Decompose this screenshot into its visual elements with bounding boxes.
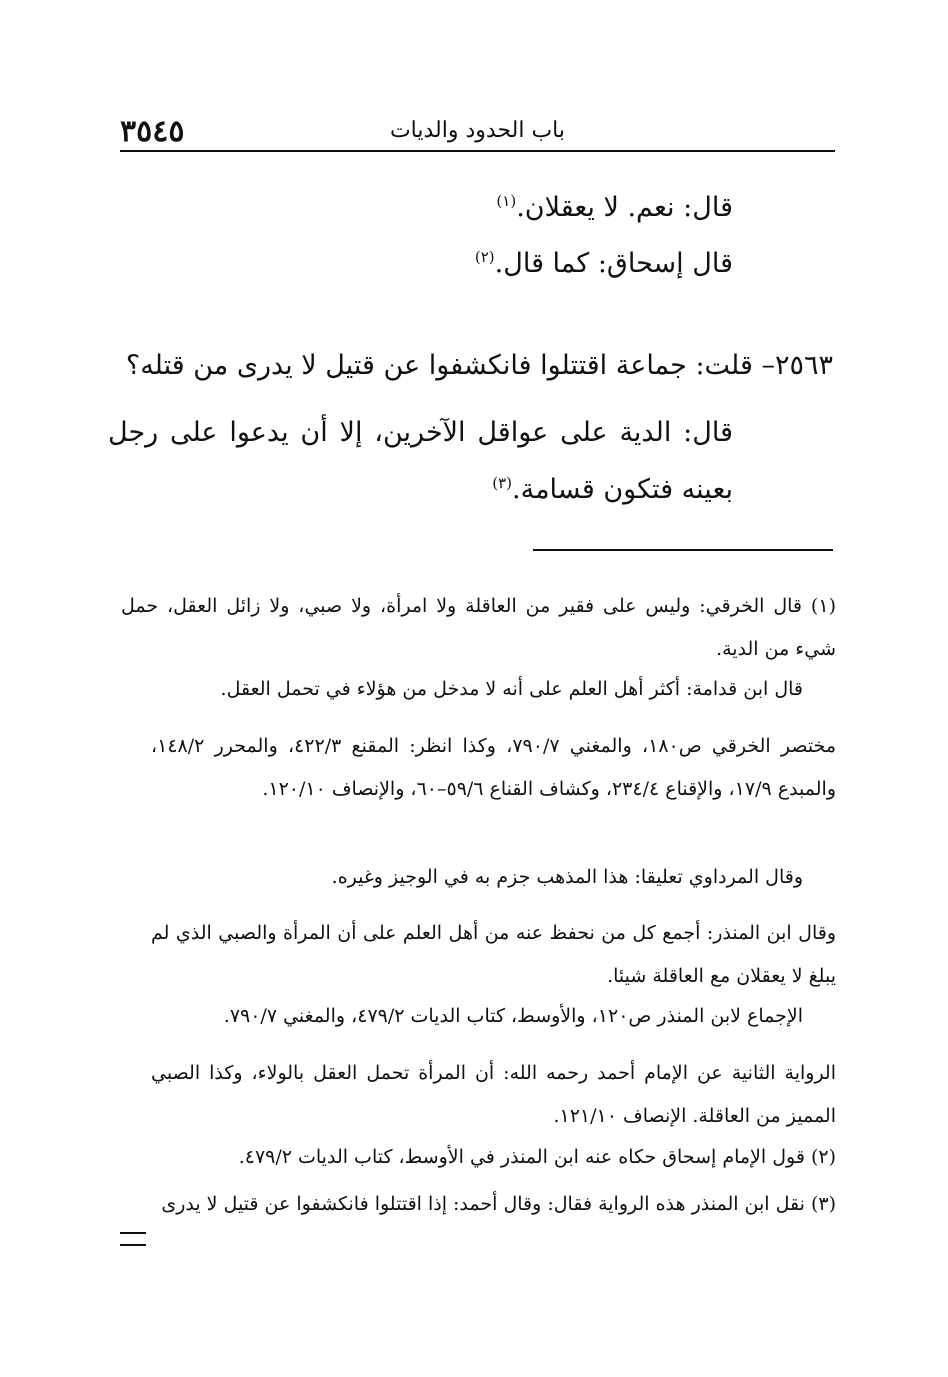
footnote-1-para-6: الإجماع لابن المنذر ص١٢٠، والأوسط، كتاب الديات ٤٧٩/٢، والمغني ٧٩٠/٧. — [223, 1005, 803, 1027]
footnote-2: (٢) قول الإمام إسحاق حكاه عنه ابن المنذر في الأوسط، كتاب الديات ٤٧٩/٢. — [238, 1146, 836, 1168]
text-line-2 — [475, 248, 733, 280]
footnote-3: (٣) نقل ابن المنذر هذه الرواية فقال: وقال أحمد: إذا اقتتلوا فانكشفوا عن قتيل لا يدرى — [161, 1193, 836, 1215]
answer-text: قال: الدية على عواقل الآخرين، إلا أن يدعوا على رجل بعينه فتكون قسامة. — [108, 417, 733, 505]
answer-paragraph — [108, 405, 733, 518]
line-2-text: قال إسحاق: كما قال. — [494, 248, 733, 279]
text-line-1 — [496, 192, 733, 224]
footnote-ref-1: (١) — [496, 192, 517, 210]
footnote-1-para-5: وقال ابن المنذر: أجمع كل من نحفظ عنه من أهل العلم على أن المرأة والصبي الذي لم يبلغ لا يعقلان مع العاقلة شيئا. — [151, 922, 836, 988]
footnote-1-para-1: (١) قال الخرقي: وليس على فقير من العاقلة ولا امرأة، ولا صبي، ولا زائل العقل، حمل شيء من الدية. — [121, 595, 836, 661]
line-1-text: قال: نعم. لا يعقلان. — [516, 192, 733, 223]
footnote-1-para-3: مختصر الخرقي ص١٨٠، والمغني ٧٩٠/٧، وكذا انظر: المقنع ٤٢٢/٣، والمحرر ١٤٨/٢، والمبدع ١٧/٩، والإقناع ٢٣٤/٤، وكشاف القناع ٥٩/٦–٦٠، والإنصاف ١٢٠/١٠. — [151, 735, 837, 801]
footnote-1-para-2: قال ابن قدامة: أكثر أهل العلم على أنه لا مدخل من هؤلاء في تحمل العقل. — [220, 678, 803, 700]
page-header — [120, 112, 835, 152]
running-title: باب الحدود والديات — [389, 118, 566, 143]
footnote-separator — [533, 549, 833, 551]
footnote-1-para-7: الرواية الثانية عن الإمام أحمد رحمه الله: أن المرأة تحمل العقل بالولاء، وكذا الصبي المميز من العاقلة. الإنصاف ١٢١/١٠. — [151, 1062, 836, 1128]
footnote-1-para-4: وقال المرداوي تعليقا: هذا المذهب جزم به في الوجيز وغيره. — [331, 866, 803, 888]
footnote-ref-2: (٢) — [474, 248, 495, 266]
footnote-ref-3: (٣) — [492, 473, 513, 492]
page-number: ٣٥٤٥ — [120, 114, 185, 149]
continuation-mark — [120, 1232, 146, 1246]
question-heading: ٢٥٦٣– قلت: جماعة اقتتلوا فانكشفوا عن قتيل لا يدرى من قتله؟ — [125, 350, 833, 381]
